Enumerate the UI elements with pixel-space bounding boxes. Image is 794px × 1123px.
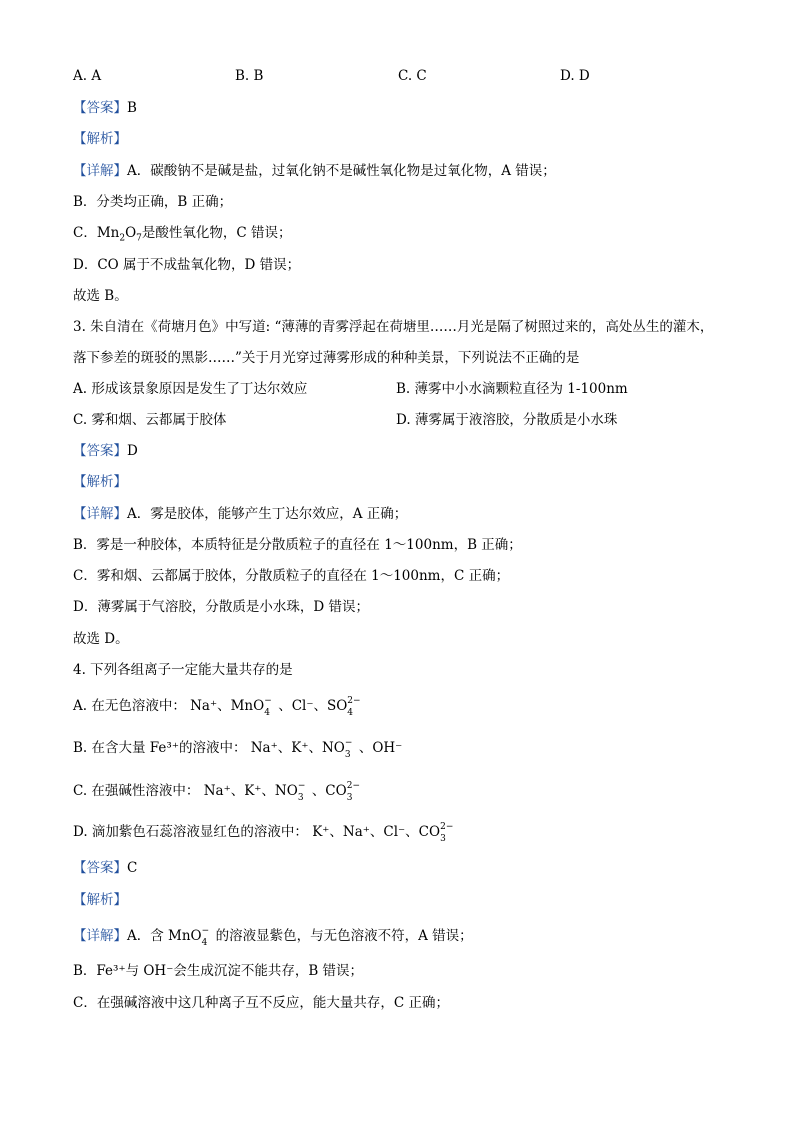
answer-value: B bbox=[127, 100, 137, 116]
ion-charge: − 4 bbox=[264, 696, 272, 718]
option-text: B. 在含大量 Fe³⁺的溶液中： Na⁺、K⁺、NO bbox=[73, 740, 345, 756]
option-text: 、OH⁻ bbox=[358, 740, 403, 756]
q3-analysis-tag: 【解析】 bbox=[73, 474, 127, 490]
answer-value: C bbox=[127, 860, 138, 876]
q4-answer bbox=[73, 859, 137, 877]
q3-answer bbox=[73, 442, 138, 460]
answer-tag: 【答案】 bbox=[73, 100, 127, 116]
q2-option-b: B. B bbox=[235, 68, 264, 84]
q2-option-d: D. D bbox=[560, 68, 590, 84]
q2-answer bbox=[73, 99, 137, 117]
q2-option-a: A. A bbox=[73, 68, 102, 84]
ion-charge: 2− 4 bbox=[347, 696, 361, 718]
q2-detail-b: B．分类均正确，B 正确； bbox=[73, 194, 233, 210]
q2-options bbox=[73, 67, 723, 85]
ion-charge: 2− 3 bbox=[440, 822, 454, 844]
detail-text: 是酸性氧化物，C 错误； bbox=[141, 225, 292, 241]
ion-charge: 2− 3 bbox=[346, 781, 360, 803]
detail-tag: 【详解】 bbox=[73, 928, 127, 944]
subscript: 7 bbox=[136, 233, 142, 244]
detail-tag: 【详解】 bbox=[73, 506, 127, 522]
detail-text: A．雾是胶体，能够产生丁达尔效应，A 正确； bbox=[127, 506, 408, 522]
q4-detail-c: C．在强碱溶液中这几种离子互不反应，能大量共存，C 正确； bbox=[73, 995, 449, 1011]
q4-option-c bbox=[73, 781, 361, 803]
q3-option-a: A. 形成该景象原因是发生了丁达尔效应 bbox=[73, 381, 308, 397]
mn-text: C．Mn bbox=[73, 225, 120, 241]
option-text: 、Cl⁻、SO bbox=[278, 698, 348, 714]
option-text: A. 在无色溶液中： Na⁺、MnO bbox=[73, 698, 265, 714]
q4-detail-a bbox=[73, 926, 473, 948]
answer-value: D bbox=[127, 443, 138, 459]
q2-detail-c bbox=[73, 224, 292, 248]
detail-text: A．碳酸钠不是碱是盐，过氧化钠不是碱性氧化物是过氧化物，A 错误； bbox=[127, 163, 556, 179]
q3-detail-a bbox=[73, 505, 407, 523]
q4-analysis-tag: 【解析】 bbox=[73, 892, 127, 908]
q2-conclusion: 故选 B。 bbox=[73, 288, 128, 304]
q4-option-d bbox=[73, 822, 454, 844]
q2-option-c: C. C bbox=[398, 68, 427, 84]
q4-detail-b: B．Fe³⁺与 OH⁻会生成沉淀不能共存，B 错误； bbox=[73, 963, 364, 979]
q2-analysis-tag: 【解析】 bbox=[73, 131, 127, 147]
q4-stem: 4. 下列各组离子一定能大量共存的是 bbox=[73, 662, 293, 678]
q3-option-d: D. 薄雾属于液溶胶，分散质是小水珠 bbox=[396, 412, 618, 428]
option-text: C. 在强碱性溶液中： Na⁺、K⁺、NO bbox=[73, 783, 298, 799]
detail-text: 的溶液显紫色，与无色溶液不符，A 错误； bbox=[215, 928, 473, 944]
q2-detail-d: D．CO 属于不成盐氧化物，D 错误； bbox=[73, 257, 301, 273]
q3-conclusion: 故选 D。 bbox=[73, 631, 129, 647]
subscript: 2 bbox=[119, 233, 126, 244]
option-text: D. 滴加紫色石蕊溶液显红色的溶液中： K⁺、Na⁺、Cl⁻、CO bbox=[73, 824, 441, 840]
q4-option-b bbox=[73, 738, 403, 760]
q3-options-row2 bbox=[73, 411, 723, 429]
ion-charge: − 3 bbox=[344, 738, 353, 760]
detail-text: A．含 MnO bbox=[127, 928, 202, 944]
o-text: O bbox=[125, 225, 137, 241]
option-text: 、CO bbox=[311, 783, 347, 799]
q3-detail-c: C．雾和烟、云都属于胶体，分散质粒子的直径在 1～100nm，C 正确； bbox=[73, 568, 510, 584]
q3-stem-line2: 落下参差的斑驳的黑影……”关于月光穿过薄雾形成的种种美景，下列说法不正确的是 bbox=[73, 350, 580, 366]
q3-detail-b: B．雾是一种胶体，本质特征是分散质粒子的直径在 1～100nm，B 正确； bbox=[73, 537, 522, 553]
q3-stem-line1: 3. 朱自清在《荷塘月色》中写道: “薄薄的青雾浮起在荷塘里……月光是隔了树照过来的，高处丛生的灌木， bbox=[73, 319, 714, 335]
q3-detail-d: D．薄雾属于气溶胶，分散质是小水珠，D 错误； bbox=[73, 599, 369, 615]
q3-option-c: C. 雾和烟、云都属于胶体 bbox=[73, 412, 227, 428]
answer-tag: 【答案】 bbox=[73, 860, 127, 876]
q2-detail-a bbox=[73, 162, 556, 180]
detail-tag: 【详解】 bbox=[73, 163, 127, 179]
q3-option-b: B. 薄雾中小水滴颗粒直径为 1-100nm bbox=[396, 381, 628, 397]
q4-option-a bbox=[73, 696, 361, 718]
q3-options-row1 bbox=[73, 380, 723, 398]
answer-tag: 【答案】 bbox=[73, 443, 127, 459]
ion-charge: − 3 bbox=[297, 781, 306, 803]
ion-charge: − 4 bbox=[201, 926, 210, 948]
